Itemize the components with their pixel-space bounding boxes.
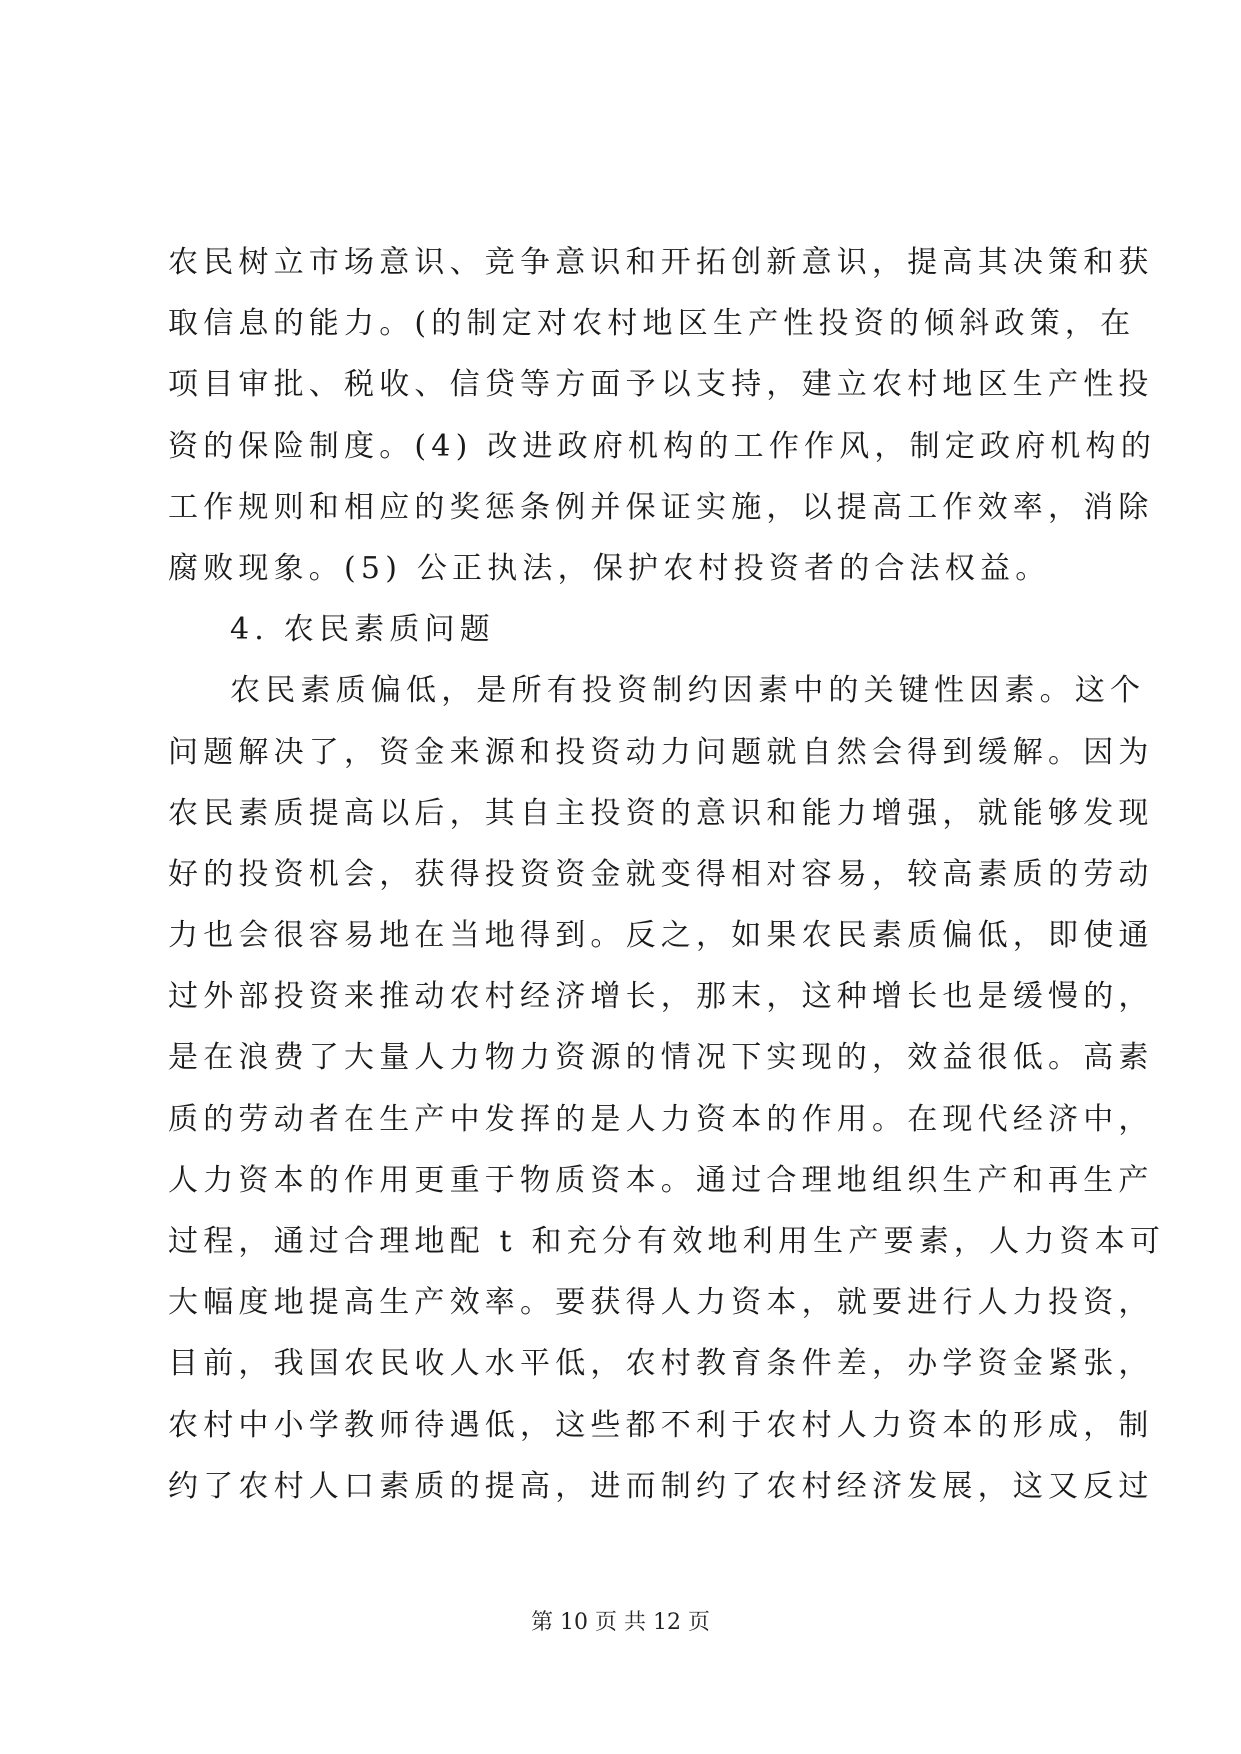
text-line: 约了农村人口素质的提高，进而制约了农村经济发展，这又反过 (168, 1468, 1154, 1504)
text-line: 目前，我国农民收人水平低，农村教育条件差，办学资金紧张， (168, 1346, 1154, 1382)
section-heading: 4. 农民素质问题 (230, 612, 495, 648)
text-line: 大幅度地提高生产效率。要获得人力资本，就要进行人力投资， (168, 1285, 1154, 1321)
text-line: 过程，通过合理地配 t 和充分有效地利用生产要素，人力资本可 (168, 1224, 1166, 1259)
text-line: 工作规则和相应的奖惩条例并保证实施，以提高工作效率，消除 (168, 489, 1154, 525)
page-number-footer: 第 10 页 共 12 页 (531, 1610, 710, 1635)
text-line: 过外部投资来推动农村经济增长，那末，这种增长也是缓慢的， (168, 979, 1154, 1015)
text-line: 质的劳动者在生产中发挥的是人力资本的作用。在现代经济中， (168, 1101, 1154, 1137)
text-line: 农民素质偏低，是所有投资制约因素中的关键性因素。这个 (230, 673, 1146, 709)
text-line: 农民素质提高以后，其自主投资的意识和能力增强，就能够发现 (168, 795, 1154, 831)
text-line: 农民树立市场意识、竞争意识和开拓创新意识，提高其决策和获 (168, 245, 1154, 280)
text-line: 问题解决了，资金来源和投资动力问题就自然会得到缓解。因为 (168, 734, 1154, 770)
text-line: 农村中小学教师待遇低，这些都不利于农村人力资本的形成，制 (168, 1407, 1154, 1443)
text-line: 是在浪费了大量人力物力资源的情况下实现的，效益很低。高素 (168, 1040, 1154, 1076)
text-line: 资的保险制度。(4) 改进政府机构的工作作风，制定政府机构的 (168, 428, 1157, 464)
text-line: 取信息的能力。(的制定对农村地区生产性投资的倾斜政策，在 (168, 306, 1136, 342)
text-line: 腐败现象。(5) 公正执法，保护农村投资者的合法权益。 (168, 550, 1051, 586)
text-line: 力也会很容易地在当地得到。反之，如果农民素质偏低，即使通 (168, 918, 1154, 954)
body-text (168, 232, 1166, 1517)
text-line: 项目审批、税收、信贷等方面予以支持，建立农村地区生产性投 (168, 367, 1154, 403)
text-line: 好的投资机会，获得投资资金就变得相对容易，较高素质的劳动 (168, 856, 1154, 892)
text-line: 人力资本的作用更重于物质资本。通过合理地组织生产和再生产 (168, 1162, 1154, 1198)
